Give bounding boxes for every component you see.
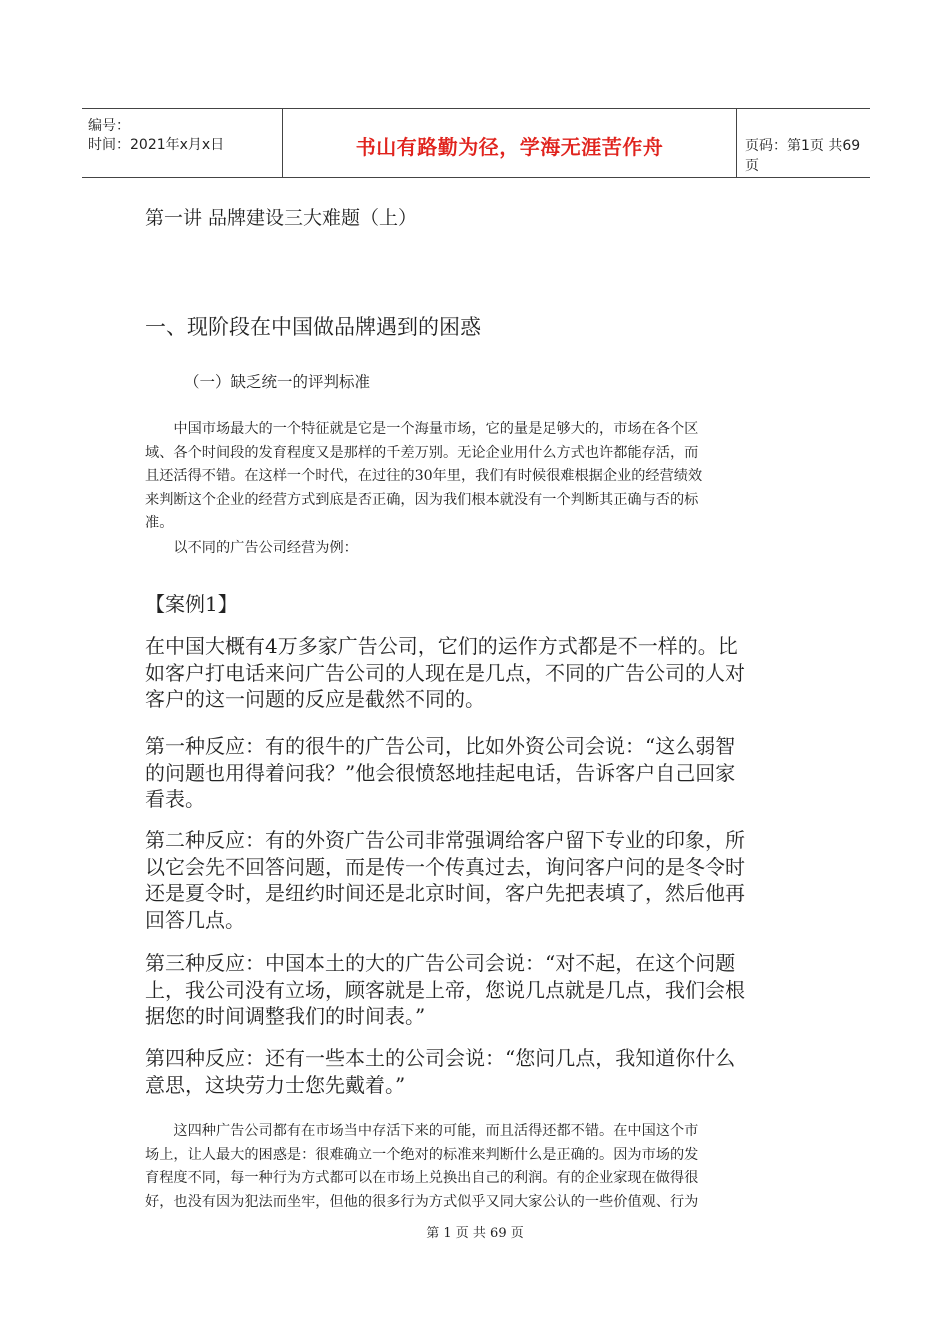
text-line: 看表。 bbox=[145, 787, 205, 811]
case-label: 【案例1】 bbox=[145, 592, 238, 616]
text-line: 的问题也用得着问我？”他会很愤怒地挂起电话，告诉客户自己回家 bbox=[145, 760, 736, 785]
text-line: 以不同的广告公司经营为例： bbox=[145, 540, 358, 556]
page-info: 页码：第1页 共69页 bbox=[745, 138, 861, 174]
text-line: 场上，让人最大的困惑是：很难确立一个绝对的标准来判断什么是正确的。因为市场的发 bbox=[145, 1146, 699, 1163]
case-paragraph-4 bbox=[145, 950, 805, 1030]
text-line: 来判断这个企业的经营方式到底是否正确，因为我们根本就没有一个判断其正确与否的标 bbox=[145, 491, 699, 508]
text-line: 据您的时间调整我们的时间表。” bbox=[145, 1004, 426, 1028]
case-paragraph-2 bbox=[145, 733, 805, 813]
header-left-cell bbox=[82, 109, 282, 177]
text-line: 准。 bbox=[145, 515, 174, 531]
text-line: 第四种反应：还有一些本土的公司会说：“您问几点，我知道你什么 bbox=[145, 1046, 736, 1070]
text-line: 意思，这块劳力士您先戴着。” bbox=[145, 1072, 406, 1097]
text-line: 还是夏令时，是纽约时间还是北京时间，客户先把表填了，然后他再 bbox=[145, 881, 745, 905]
text-line: 中国市场最大的一个特征就是它是一个海量市场，它的量是足够大的，市场在各个区 bbox=[145, 421, 699, 437]
text-line: 在中国大概有4万多家广告公司，它们的运作方式都是不一样的。比 bbox=[145, 634, 738, 658]
text-line: 域、各个时间段的发育程度又是那样的千差万别。无论企业用什么方式也许都能存活，而 bbox=[145, 444, 699, 461]
motto: 书山有路勤为径，学海无涯苦作舟 bbox=[355, 135, 664, 159]
date-label: 时间：2021年x月x日 bbox=[88, 137, 225, 153]
paragraph-conclusion bbox=[145, 1120, 805, 1214]
text-line: 客户的这一问题的反应是截然不同的。 bbox=[145, 687, 485, 711]
serial-label: 编号： bbox=[88, 118, 130, 134]
text-line: 好，也没有因为犯法而坐牢，但他的很多行为方式似乎又同大家公认的一些价值观、行为 bbox=[145, 1193, 699, 1210]
paragraph-intro bbox=[145, 418, 805, 536]
text-line: 且还活得不错。在这样一个时代，在过往的30年里，我们有时候很难根据企业的经营绩效 bbox=[145, 468, 703, 484]
paragraph-example-intro bbox=[145, 537, 805, 561]
text-line: 第一种反应：有的很牛的广告公司，比如外资公司会说：“这么弱智 bbox=[145, 734, 736, 758]
section-heading: 一、现阶段在中国做品牌遇到的困惑 bbox=[145, 315, 481, 339]
text-line: 这四种广告公司都有在市场当中存活下来的可能，而且活得还都不错。在中国这个市 bbox=[145, 1123, 699, 1139]
lecture-title: 第一讲 品牌建设三大难题（上） bbox=[145, 207, 418, 229]
text-line: 回答几点。 bbox=[145, 907, 245, 932]
text-line: 上，我公司没有立场，顾客就是上帝，您说几点就是几点，我们会根 bbox=[145, 977, 745, 1002]
text-line: 如客户打电话来问广告公司的人现在是几点，不同的广告公司的人对 bbox=[145, 660, 745, 685]
text-line: 第二种反应：有的外资广告公司非常强调给客户留下专业的印象，所 bbox=[145, 828, 745, 852]
header-middle-cell bbox=[282, 109, 737, 177]
text-line: 以它会先不回答问题，而是传一个传真过去，询问客户问的是冬令时 bbox=[145, 854, 745, 879]
case-paragraph-5 bbox=[145, 1045, 805, 1098]
page-footer: 第 1 页 共 69 页 bbox=[426, 1226, 524, 1241]
text-line: 第三种反应：中国本土的大的广告公司会说：“对不起，在这个问题 bbox=[145, 951, 736, 975]
case-paragraph-3 bbox=[145, 827, 805, 933]
text-line: 育程度不同，每一种行为方式都可以在市场上兑换出自己的利润。有的企业家现在做得很 bbox=[145, 1170, 699, 1186]
subsection-heading: （一）缺乏统一的评判标准 bbox=[184, 373, 371, 391]
header-table bbox=[82, 108, 870, 178]
header-right-cell bbox=[735, 109, 870, 177]
case-paragraph-1 bbox=[145, 633, 805, 713]
